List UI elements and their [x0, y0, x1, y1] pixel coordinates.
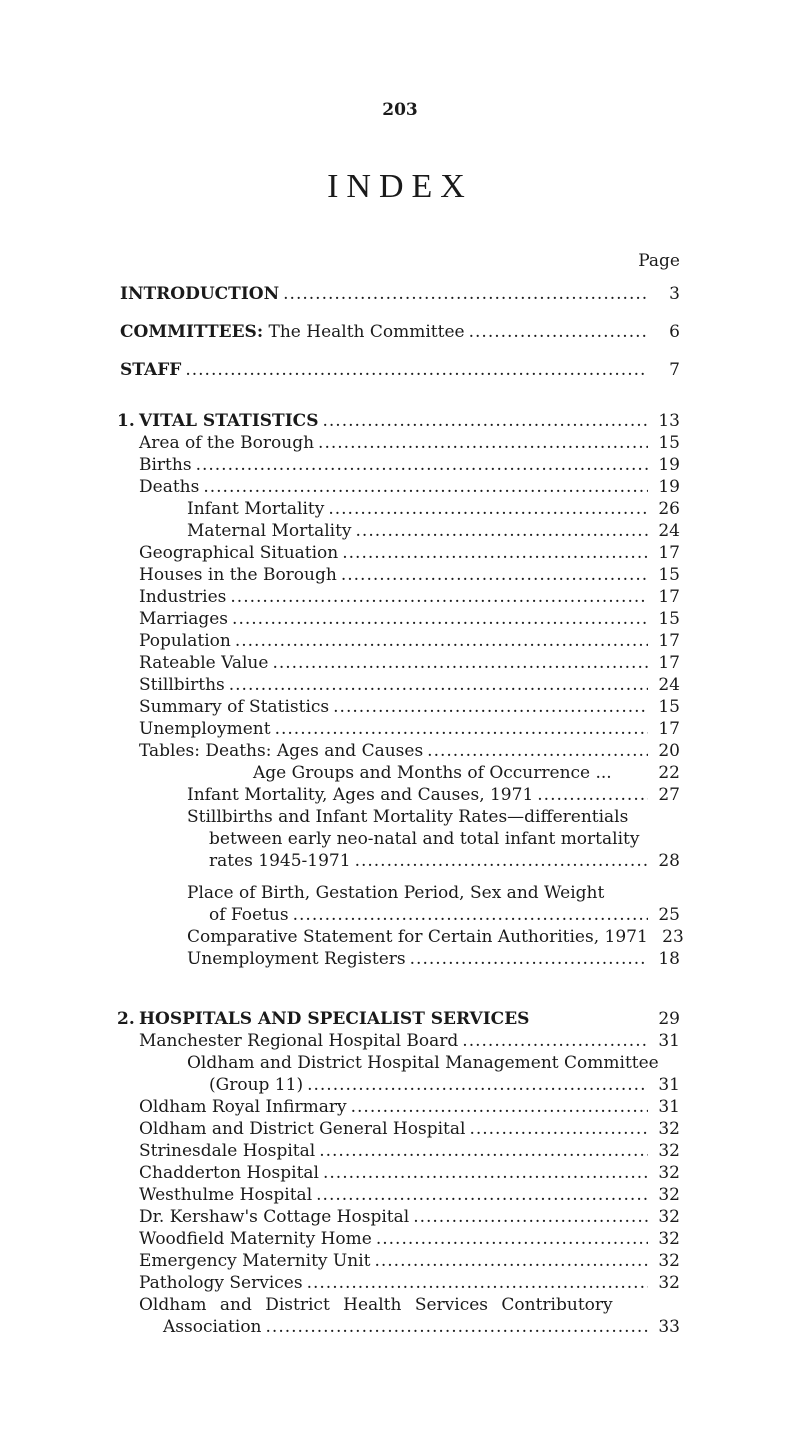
entry-page: 6	[669, 322, 680, 342]
index-entry[interactable]	[187, 785, 680, 806]
entry-page: 13	[658, 411, 680, 431]
entry-label: Unemployment Registers	[187, 949, 406, 969]
entry-label: STAFF	[120, 360, 182, 380]
entry-label: Marriages	[139, 609, 229, 629]
entry-label: Oldham and District General Hospital	[139, 1119, 466, 1139]
index-entry[interactable]	[187, 521, 680, 542]
index-entry[interactable]	[139, 1185, 680, 1206]
entry-page: 33	[658, 1317, 680, 1337]
entry-page: 15	[658, 697, 680, 717]
entry-page: 15	[658, 565, 680, 585]
entry-page: 20	[658, 741, 680, 761]
index-entry[interactable]	[139, 1273, 680, 1294]
index-entry[interactable]	[139, 565, 680, 586]
index-entry[interactable]	[187, 927, 684, 948]
entry-page: 19	[658, 477, 680, 497]
index-entry[interactable]	[139, 1163, 680, 1184]
index-entry[interactable]	[209, 905, 680, 926]
entry-page: 32	[658, 1273, 680, 1293]
page-column-header: Page	[638, 251, 680, 271]
index-entry[interactable]	[139, 1229, 680, 1250]
entry-page: 31	[658, 1075, 680, 1095]
index-entry[interactable]	[139, 477, 680, 498]
entry-label: Summary of Statistics	[139, 697, 330, 717]
entry-page: 17	[658, 587, 680, 607]
entry-label: Association	[163, 1317, 262, 1337]
index-entry[interactable]	[187, 499, 680, 520]
entry-label: Maternal Mortality	[187, 521, 352, 541]
entry-label: Comparative Statement for Certain Authorities, 1971	[187, 927, 648, 947]
entry-page: 32	[658, 1251, 680, 1271]
entry-page: 17	[658, 719, 680, 739]
entry-page: 17	[658, 631, 680, 651]
entry-page: 31	[658, 1097, 680, 1117]
entry-page: 32	[658, 1119, 680, 1139]
index-entry[interactable]	[139, 433, 680, 454]
index-entry[interactable]	[253, 763, 680, 784]
index-entry[interactable]	[139, 1141, 680, 1162]
entry-page: 24	[658, 521, 680, 541]
index-entry[interactable]	[139, 719, 680, 740]
entry-label: Unemployment	[139, 719, 271, 739]
index-entry[interactable]	[139, 697, 680, 718]
section-title: VITAL STATISTICS	[139, 411, 319, 431]
entry-label: Manchester Regional Hospital Board	[139, 1031, 459, 1051]
index-entry[interactable]	[139, 1119, 680, 1140]
index-entry-introduction[interactable]	[120, 284, 680, 305]
entry-page: 7	[669, 360, 680, 380]
entry-label: Stillbirths	[139, 675, 225, 695]
entry-page: 25	[658, 905, 680, 925]
index-entry[interactable]	[139, 543, 680, 564]
index-entry[interactable]	[187, 949, 680, 970]
page-title: INDEX	[327, 168, 473, 205]
entry-label: Oldham Royal Infirmary	[139, 1097, 347, 1117]
entry-label: Tables: Deaths: Ages and Causes	[139, 741, 424, 761]
entry-label: Age Groups and Months of Occurrence ...	[253, 763, 612, 783]
index-entry[interactable]	[139, 653, 680, 674]
index-entry[interactable]	[209, 851, 680, 872]
section-title: HOSPITALS AND SPECIALIST SERVICES	[139, 1009, 530, 1029]
entry-page: 32	[658, 1229, 680, 1249]
entry-label: Houses in the Borough	[139, 565, 337, 585]
entry-label: INTRODUCTION	[120, 284, 280, 304]
entry-page: 31	[658, 1031, 680, 1051]
entry-label: (Group 11)	[209, 1075, 304, 1095]
entry-label: of Foetus	[209, 905, 289, 925]
entry-page: 23	[662, 927, 684, 947]
index-entry[interactable]	[139, 741, 680, 762]
entry-page: 32	[658, 1141, 680, 1161]
entry-label: Chadderton Hospital	[139, 1163, 319, 1183]
entry-label: Births	[139, 455, 192, 475]
index-entry-line: Place of Birth, Gestation Period, Sex and Weight	[187, 883, 605, 903]
entry-label: Woodfield Maternity Home	[139, 1229, 372, 1249]
entry-page: 27	[658, 785, 680, 805]
entry-page: 26	[658, 499, 680, 519]
index-entry[interactable]	[139, 631, 680, 652]
index-entry-line: between early neo-natal and total infant mortality	[209, 829, 640, 849]
index-entry-line: Oldham and District Hospital Management Committee	[187, 1053, 659, 1073]
entry-page: 32	[658, 1207, 680, 1227]
entry-page: 24	[658, 675, 680, 695]
section-heading[interactable]	[139, 411, 680, 432]
entry-page: 28	[658, 851, 680, 871]
index-entry-line: Oldham and District Health Services Contributory	[139, 1295, 613, 1315]
entry-label: Geographical Situation	[139, 543, 339, 563]
entry-label: Emergency Maternity Unit	[139, 1251, 371, 1271]
entry-label: Area of the Borough	[139, 433, 315, 453]
entry-page: 17	[658, 543, 680, 563]
index-entry[interactable]	[209, 1075, 680, 1096]
index-entry[interactable]	[139, 1207, 680, 1228]
entry-page: 22	[658, 763, 680, 783]
index-entry-staff[interactable]	[120, 360, 680, 381]
entry-page: 17	[658, 653, 680, 673]
index-entry[interactable]	[139, 587, 680, 608]
index-entry[interactable]	[139, 455, 680, 476]
entry-page: 32	[658, 1163, 680, 1183]
entry-label: Dr. Kershaw's Cottage Hospital	[139, 1207, 410, 1227]
index-entry[interactable]	[163, 1317, 680, 1338]
index-entry[interactable]	[139, 1251, 680, 1272]
entry-page: 15	[658, 609, 680, 629]
entry-page: 29	[658, 1009, 680, 1029]
entry-label: Pathology Services	[139, 1273, 303, 1293]
index-entry-line: Stillbirths and Infant Mortality Rates—differentials	[187, 807, 629, 827]
entry-page: 19	[658, 455, 680, 475]
index-entry[interactable]	[139, 1031, 680, 1052]
entry-label: Population	[139, 631, 231, 651]
entry-sublabel: The Health Committee	[263, 322, 465, 342]
entry-label: Strinesdale Hospital	[139, 1141, 316, 1161]
entry-label: COMMITTEES:	[120, 322, 264, 342]
index-entry[interactable]	[139, 675, 680, 696]
entry-label: Rateable Value	[139, 653, 269, 673]
section-number: 1.	[117, 411, 135, 431]
page-number: 203	[382, 100, 418, 120]
entry-label: rates 1945-1971	[209, 851, 351, 871]
entry-label: Deaths	[139, 477, 200, 497]
entry-label: Infant Mortality	[187, 499, 325, 519]
entry-label: Industries	[139, 587, 227, 607]
entry-page: 18	[658, 949, 680, 969]
section-heading[interactable]	[139, 1009, 680, 1030]
entry-page: 32	[658, 1185, 680, 1205]
index-entry-committees[interactable]	[120, 322, 680, 343]
section-number: 2.	[117, 1009, 135, 1029]
entry-label: Westhulme Hospital	[139, 1185, 313, 1205]
entry-label: Infant Mortality, Ages and Causes, 1971	[187, 785, 534, 805]
entry-page: 15	[658, 433, 680, 453]
index-entry[interactable]	[139, 609, 680, 630]
index-entry[interactable]	[139, 1097, 680, 1118]
entry-page: 3	[669, 284, 680, 304]
